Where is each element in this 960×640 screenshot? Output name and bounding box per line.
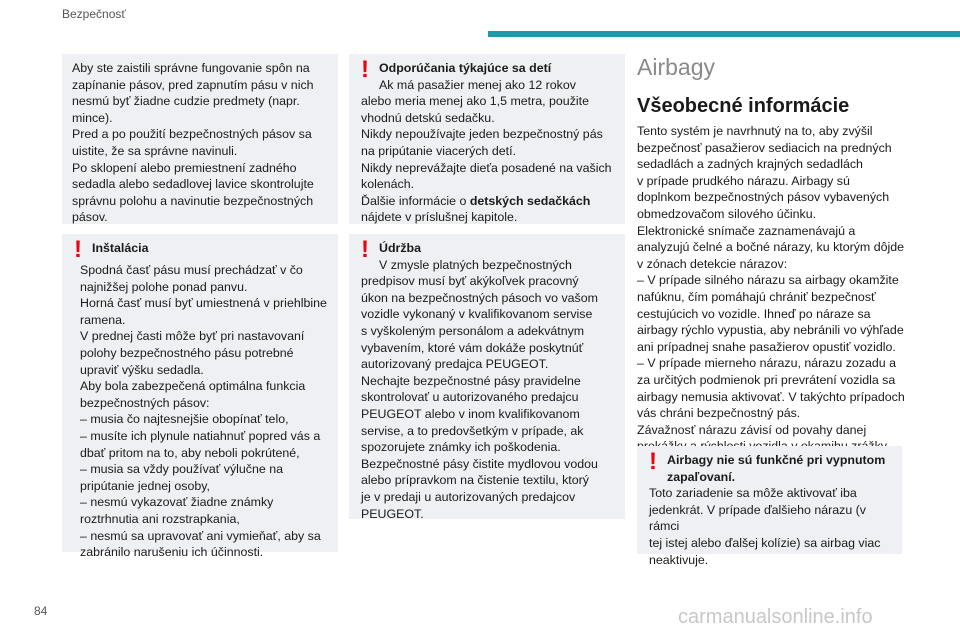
text-line: Horná časť musí byť umiestnená v priehlbine (80, 296, 327, 311)
warning-title-line: zapaľovaní. (667, 469, 736, 484)
text-line: doplnkom bezpečnostných pásov vybavených (637, 190, 890, 205)
warning-icon: ! (361, 236, 369, 263)
text-line: polohy bezpečnostného pásu potrebné (80, 345, 294, 360)
text-line: vybavením, ktoré vám dokáže poskytnúť (361, 340, 584, 355)
text-line: nesmú byť žiadne cudzie predmety (napr. (72, 94, 300, 109)
text-line: roztrhnutia ani rozstrapkania, (80, 511, 240, 526)
text-line: sedadla alebo sedadlovej lavice skontrolujte (72, 177, 314, 192)
text-line: – V prípade mierneho nárazu, nárazu zozadu a (637, 356, 896, 371)
warning-text (80, 262, 328, 561)
warning-title: Inštalácia (92, 241, 149, 255)
text-line: Spodná časť pásu musí prechádzať v čo (80, 263, 303, 277)
text-line: správnu polohu a navinutie bezpečnostných (72, 193, 314, 208)
text-line: v zónach detekcie nárazov: (637, 256, 788, 271)
general-info-heading: Všeobecné informácie (637, 95, 850, 117)
page-number: 84 (34, 604, 48, 618)
warning-line: Ak má pasažier menej ako 12 rokov (379, 77, 576, 92)
text-line: bezpečnostných pásov: (80, 395, 210, 410)
warning-text (361, 273, 615, 522)
text-line: – musia sa vždy používať výlučne na (80, 462, 283, 477)
text-line: s vyškoleným personálom a adekvátnym (361, 323, 585, 338)
maintenance-warning (349, 234, 625, 519)
text-line: sedadlách a zadných krajných sedadlách (637, 157, 863, 172)
text-line: vhodnú detskú sedačku. (361, 110, 495, 125)
text-line: skontrolovať u autorizovaného predajcu (361, 390, 579, 405)
text-line: kolenách. (361, 177, 415, 192)
text-line: Toto zariadenie sa môže aktivovať iba (649, 486, 857, 501)
header-accent-bar (488, 31, 960, 37)
text-line: airbagy rýchlo vypustia, aby nebránili vo výhľade (637, 323, 904, 338)
airbags-heading: Airbagy (637, 54, 715, 80)
more-info-prefix: Ďalšie informácie o (361, 193, 470, 208)
text-line: Aby ste zaistili správne fungovanie spôn na (72, 61, 310, 75)
text-line: predpisov musí byť akýkoľvek pracovný (361, 274, 579, 289)
text-line: úkon na bezpečnostných pásoch vo vašom (361, 290, 598, 305)
text-line: upraviť výšku sedadla. (80, 362, 204, 377)
text-line: mince). (72, 110, 113, 125)
text-line: Nikdy nepoužívajte jeden bezpečnostný pás (361, 127, 603, 142)
text-line: Aby bola zabezpečená optimálna funkcia (80, 379, 306, 394)
text-line: zabránilo narušeniu ich účinnosti. (80, 545, 264, 560)
text-line: uistite, že sa správne navinuli. (72, 143, 238, 158)
text-line: ramena. (80, 312, 126, 327)
text-line: cestujúcich vo vozidle. Ihneď po náraze sa (637, 306, 871, 321)
text-line: – V prípade silného nárazu sa airbagy okamžite (637, 273, 899, 288)
section-label: Bezpečnosť (62, 7, 126, 21)
text-line: analyzujú čelné a bočné nárazy, ku ktorým dôjde (637, 240, 905, 255)
text-line: na pripútanie viacerých detí. (361, 143, 516, 158)
warning-title: Odporúčania týkajúce sa detí (379, 61, 552, 75)
text-line: pripútanie jednej osoby, (80, 478, 210, 493)
note-text (72, 60, 328, 226)
text-line: pásov. (72, 210, 108, 225)
warning-text (361, 93, 615, 193)
text-line: – musíte ich plynule natiahnuť popred vás a (80, 428, 321, 443)
text-line: PEUGEOT alebo v inom kvalifikovanom (361, 406, 580, 421)
ignition-warning (637, 446, 902, 567)
text-line: – nesmú vykazovať žiadne známky (80, 495, 274, 510)
text-line: Pred a po použití bezpečnostných pásov sa (72, 127, 312, 142)
text-line: Elektronické snímače zaznamenávajú a (637, 223, 856, 238)
text-line: Bezpečnostné pásy čistite mydlovou vodou (361, 456, 598, 471)
child-recommendations-warning (349, 54, 625, 224)
text-line: Po sklopení alebo premiestnení zadného (72, 160, 297, 175)
text-line: Nechajte bezpečnostné pásy pravidelne (361, 373, 581, 388)
text-line: zapínanie pásov, pred zapnutím pásu v nich (72, 77, 314, 92)
warning-title-line: Airbagy nie sú funkčné pri vypnutom (667, 453, 886, 467)
text-line: vás chráni bezpečnostný pás. (637, 406, 801, 421)
text-line: Nikdy neprevážajte dieťa posadené na vašich (361, 160, 612, 175)
warning-title: Údržba (379, 241, 421, 255)
watermark: carmanualsonline.info (678, 606, 873, 628)
text-line: airbagy nemusia aktivovať. V takýchto prípadoch (637, 389, 905, 404)
text-line: ani prípadnej snahe pasažierov opustiť vozidlo. (637, 339, 896, 354)
text-line: dbať pritom na to, aby neboli pokrútené, (80, 445, 300, 460)
text-line: servise, a to predovšetkým v prípade, ak (361, 423, 584, 438)
warning-icon: ! (649, 448, 657, 475)
text-line: spozorujete známky ich poškodenia. (361, 440, 561, 455)
warning-line: V zmysle platných bezpečnostných (379, 257, 572, 272)
text-line: je v predaji u autorizovaných predajcov (361, 489, 576, 504)
text-line: jedenkrát. V prípade ďalšieho nárazu (v rámci (649, 502, 867, 534)
text-line: alebo prípravkom na čistenie textilu, ktorý (361, 473, 589, 488)
more-info-suffix: nájdete v príslušnej kapitole. (361, 210, 518, 225)
text-line: najnižšej polohe ponad panvu. (80, 279, 248, 294)
warning-icon: ! (361, 56, 369, 83)
installation-warning (62, 234, 338, 560)
text-line: – musia čo najtesnejšie obopínať telo, (80, 412, 289, 427)
text-line: – nesmú sa upravovať ani vymieňať, aby sa (80, 528, 321, 543)
text-line: bezpečnosť pasažierov sediacich na predných (637, 140, 892, 155)
text-line: obmedzovačom silového účinku. (637, 206, 817, 221)
text-line: v prípade prudkého nárazu. Airbagy sú (637, 173, 850, 188)
text-line: PEUGEOT. (361, 506, 424, 521)
seatbelt-buckle-note (62, 54, 338, 224)
text-line: za určitých podmienok pri prevrátení vozidla sa (637, 372, 896, 387)
general-info-text (637, 123, 907, 455)
text-line: Závažnosť nárazu závisí od povahy danej (637, 422, 867, 437)
text-line: nafúknu, čím pomáhajú chrániť bezpečnosť (637, 289, 876, 304)
warning-text (649, 485, 892, 568)
text-line: alebo meria menej ako 1,5 metra, použite (361, 94, 589, 109)
text-line: V prednej časti môže byť pri nastavovaní (80, 329, 305, 344)
text-line: tej istej alebo ďalšej kolízie) sa airbag viac (649, 535, 881, 550)
text-line: autorizovaný predajca PEUGEOT. (361, 357, 549, 372)
child-seats-link[interactable]: detských sedačkách (469, 193, 591, 208)
text-line: Tento systém je navrhnutý na to, aby zvýšil (637, 124, 873, 138)
warning-icon: ! (74, 236, 82, 263)
text-line: neaktivuje. (649, 552, 709, 567)
text-line: vozidle vykonaný v kvalifikovanom servise (361, 307, 593, 322)
